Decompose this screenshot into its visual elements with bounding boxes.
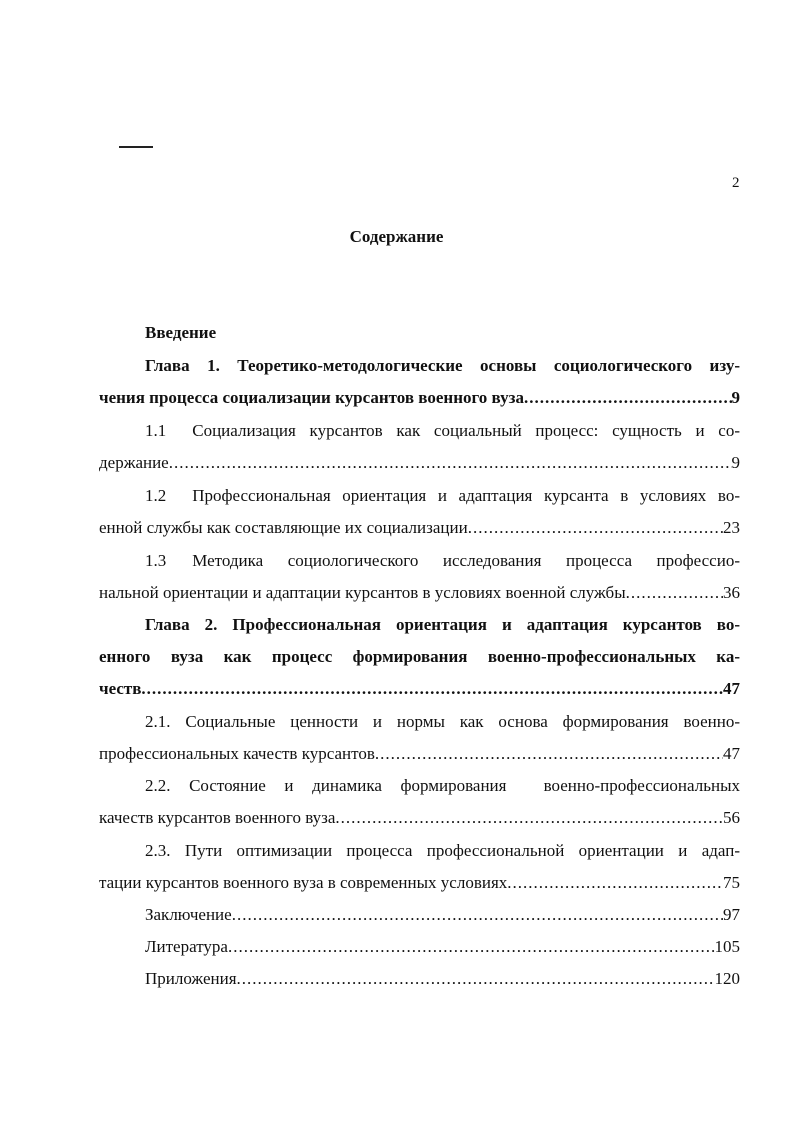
toc-conclusion <box>145 904 740 926</box>
toc-conclusion-label: Заключение <box>145 905 232 924</box>
toc-literature-label: Литература <box>145 937 228 956</box>
toc-section-2-1-title-end: профессиональных качеств курсантов <box>99 744 375 763</box>
toc-section-1-1-number: 1.1 <box>145 421 167 440</box>
toc-section-1-3-line2 <box>99 582 740 604</box>
leader-dots <box>626 582 723 604</box>
toc-literature-page: 105 <box>714 937 740 956</box>
leader-dots <box>507 872 723 894</box>
toc-section-2-3-line2 <box>99 872 740 894</box>
toc-section-2-2-line1: 2.2. Состояние и динамика формирования военно-профессиональных <box>145 776 740 795</box>
toc-section-1-1-page: 9 <box>731 453 740 472</box>
toc-section-1-1-title-end: держание <box>99 453 169 472</box>
toc-section-1-3-title-end: нальной ориентации и адаптации курсантов в условиях военной службы <box>99 583 626 602</box>
toc-appendices-page: 120 <box>714 969 740 988</box>
toc-section-1-2-title-end: енной службы как составляющие их социализации <box>99 518 468 537</box>
leader-dots <box>169 452 732 474</box>
toc-section-1-2-title: Профессиональная ориентация и адаптация курсанта в условиях во- <box>192 486 740 505</box>
leader-dots <box>228 936 715 958</box>
scan-mark <box>119 146 153 148</box>
toc-chapter1-line1: Глава 1. Теоретико-методологические основы социологического изу- <box>145 356 740 375</box>
toc-section-2-2-page: 56 <box>723 808 740 827</box>
toc-section-1-3-line1 <box>145 550 740 572</box>
toc-chapter1-line2 <box>99 387 740 409</box>
toc-chapter1-page: 9 <box>731 388 740 407</box>
toc-section-2-1-page: 47 <box>723 744 740 763</box>
toc-section-2-3-title-end: тации курсантов военного вуза в современных условиях <box>99 873 508 892</box>
toc-chapter2-page: 47 <box>723 679 740 698</box>
toc-appendices <box>145 968 740 990</box>
toc-literature <box>145 936 740 958</box>
toc-section-2-2-title-end: качеств курсантов военного вуза <box>99 808 336 827</box>
leader-dots <box>232 904 723 926</box>
toc-chapter2-line1: Глава 2. Профессиональная ориентация и адаптация курсантов во- <box>145 615 740 634</box>
leader-dots <box>468 517 723 539</box>
leader-dots <box>524 387 732 409</box>
toc-conclusion-page: 97 <box>723 905 740 924</box>
toc-section-2-2-line2 <box>99 807 740 829</box>
leader-dots <box>237 968 715 990</box>
toc-section-1-2-line1 <box>145 485 740 507</box>
toc-section-1-2-line2 <box>99 517 740 539</box>
page-number: 2 <box>732 175 740 191</box>
toc-chapter2-line2: енного вуза как процесс формирования военно-профессиональных ка- <box>99 647 740 666</box>
toc-section-1-1-title: Социализация курсантов как социальный процесс: сущность и со- <box>192 421 740 440</box>
toc-section-1-1-line2 <box>99 452 740 474</box>
toc-section-1-3-number: 1.3 <box>145 551 167 570</box>
leader-dots <box>141 678 723 700</box>
toc-section-1-3-page: 36 <box>723 583 740 602</box>
toc-section-1-2-number: 1.2 <box>145 486 167 505</box>
toc-section-2-3-page: 75 <box>723 873 740 892</box>
leader-dots <box>375 743 723 765</box>
toc-section-1-1-line1 <box>145 420 740 442</box>
toc-section-2-1-line2 <box>99 743 740 765</box>
toc-appendices-label: Приложения <box>145 969 237 988</box>
toc-section-1-2-page: 23 <box>723 518 740 537</box>
toc-section-2-1-line1: 2.1. Социальные ценности и нормы как основа формирования военно- <box>145 712 740 731</box>
toc-section-2-3-line1: 2.3. Пути оптимизации процесса профессиональной ориентации и адап- <box>145 841 740 860</box>
page-title: Содержание <box>349 227 444 246</box>
toc-chapter1-title-end: чения процесса социализации курсантов военного вуза <box>99 388 524 407</box>
toc-section-1-3-title: Методика социологического исследования процесса профессио- <box>192 551 740 570</box>
leader-dots <box>335 807 723 829</box>
toc-intro: Введение <box>145 323 217 342</box>
toc-chapter2-line3 <box>99 678 740 700</box>
toc-chapter2-title-end: честв <box>99 679 142 698</box>
